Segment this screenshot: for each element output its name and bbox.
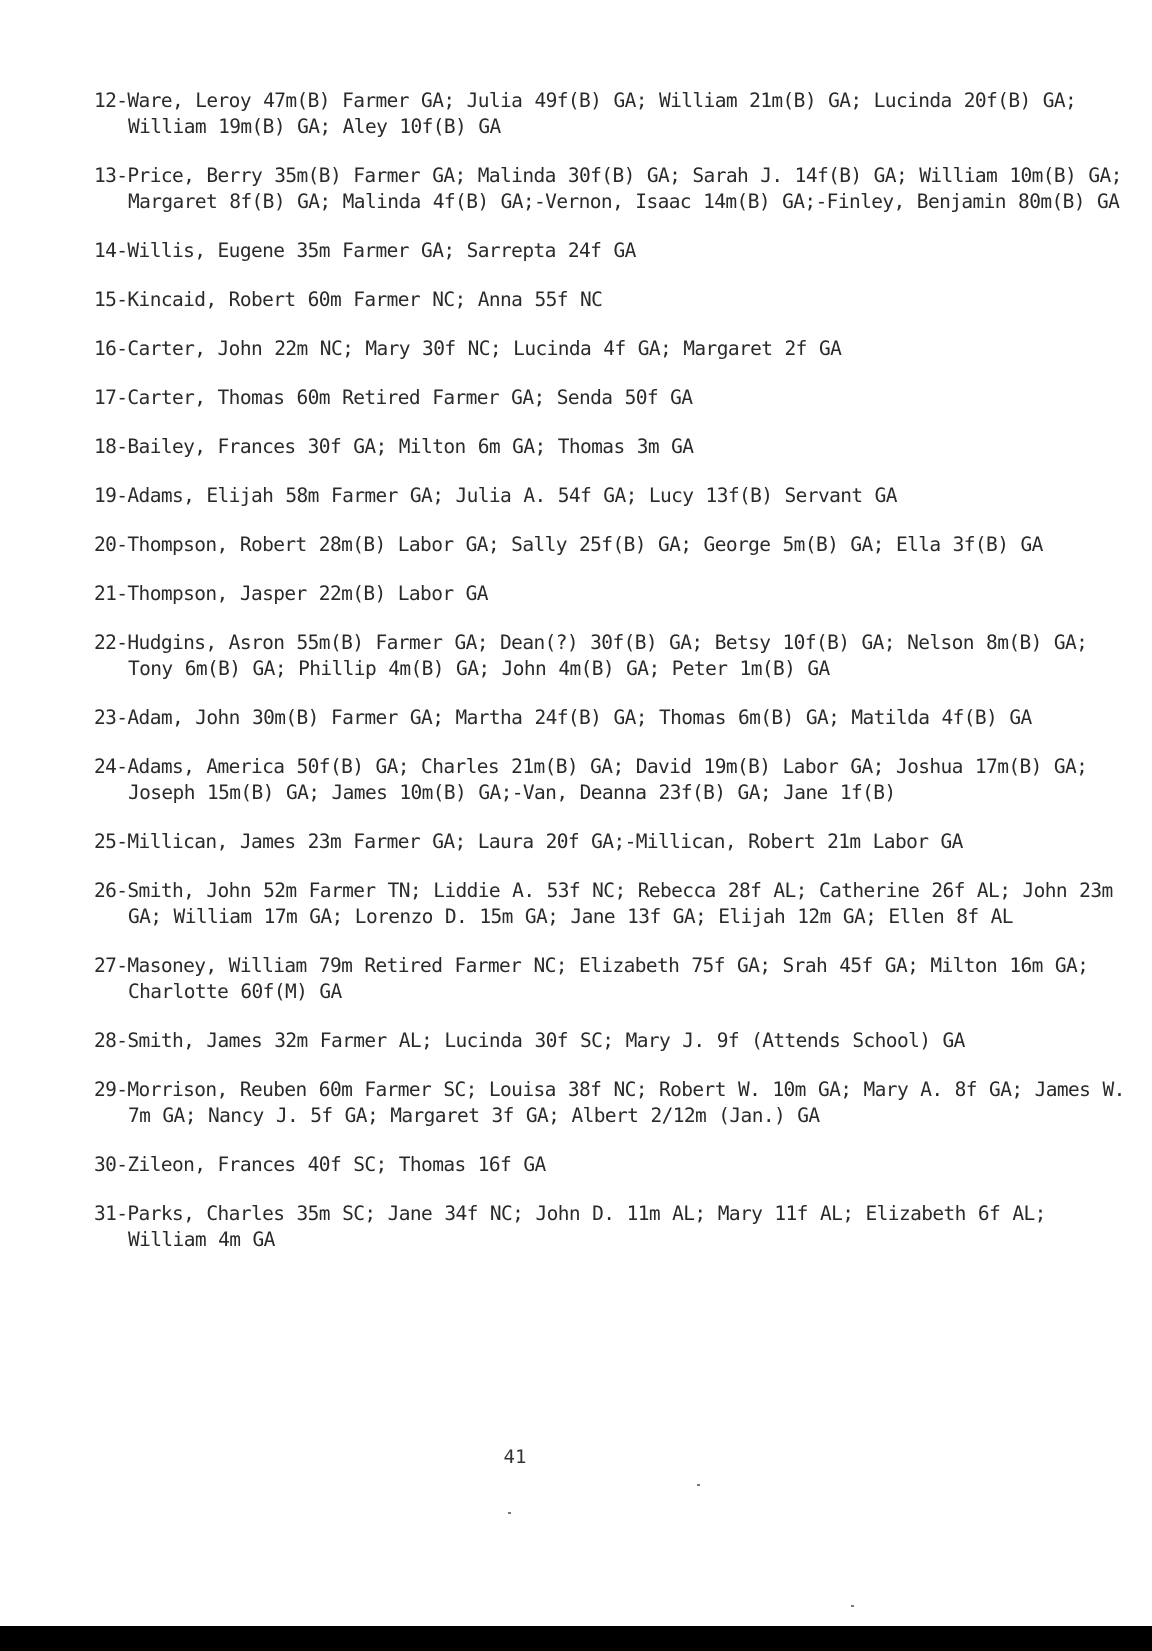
household-entry-18: 18-Bailey, Frances 30f GA; Milton 6m GA; Thomas 3m GA [94, 435, 694, 458]
household-entry-12: 12-Ware, Leroy 47m(B) Farmer GA; Julia 49f(B) GA; William 21m(B) GA; Lucinda 20f(B) GA; William 19m(B) GA; Aley 10f(B) GA [94, 89, 1077, 138]
household-entry-15: 15-Kincaid, Robert 60m Farmer NC; Anna 55f NC [94, 288, 603, 311]
scan-speck [508, 1512, 511, 1514]
household-entry-13: 13-Price, Berry 35m(B) Farmer GA; Malinda 30f(B) GA; Sarah J. 14f(B) GA; William 10m(B) GA; Margaret 8f(B) GA; Malinda 4f(B) GA;-Vernon, Isaac 14m(B) GA;-Finley, Benjamin 80m(B) GA [94, 164, 1122, 213]
household-entry-28: 28-Smith, James 32m Farmer AL; Lucinda 30f SC; Mary J. 9f (Attends School) GA [94, 1029, 965, 1052]
household-entry-17: 17-Carter, Thomas 60m Retired Farmer GA; Senda 50f GA [94, 386, 693, 409]
household-entry-25: 25-Millican, James 23m Farmer GA; Laura 20f GA;-Millican, Robert 21m Labor GA [94, 830, 963, 853]
household-entry-23: 23-Adam, John 30m(B) Farmer GA; Martha 24f(B) GA; Thomas 6m(B) GA; Matilda 4f(B) GA [94, 706, 1032, 729]
scan-speck [851, 1605, 854, 1607]
household-entry-21: 21-Thompson, Jasper 22m(B) Labor GA [94, 582, 488, 605]
household-entry-24: 24-Adams, America 50f(B) GA; Charles 21m(B) GA; David 19m(B) Labor GA; Joshua 17m(B) GA; Joseph 15m(B) GA; James 10m(B) GA;-Van, Deanna 23f(B) GA; Jane 1f(B) [94, 755, 1088, 804]
household-entry-26: 26-Smith, John 52m Farmer TN; Liddie A. 53f NC; Rebecca 28f AL; Catherine 26f AL; John 23m GA; William 17m GA; Lorenzo D. 15m GA; Jane 13f GA; Elijah 12m GA; Ellen 8f AL [94, 879, 1113, 928]
household-entry-29: 29-Morrison, Reuben 60m Farmer SC; Louisa 38f NC; Robert W. 10m GA; Mary A. 8f GA; James W. 7m GA; Nancy J. 5f GA; Margaret 3f GA; Albert 2/12m (Jan.) GA [94, 1078, 1125, 1127]
household-list [94, 88, 1134, 1276]
household-entry-20: 20-Thompson, Robert 28m(B) Labor GA; Sally 25f(B) GA; George 5m(B) GA; Ella 3f(B) GA [94, 533, 1043, 556]
household-entry-16: 16-Carter, John 22m NC; Mary 30f NC; Lucinda 4f GA; Margaret 2f GA [94, 337, 842, 360]
household-entry-19: 19-Adams, Elijah 58m Farmer GA; Julia A. 54f GA; Lucy 13f(B) Servant GA [94, 484, 897, 507]
scan-bottom-border [0, 1626, 1152, 1651]
household-entry-30: 30-Zileon, Frances 40f SC; Thomas 16f GA [94, 1153, 546, 1176]
page-number: 41 [503, 1446, 527, 1468]
household-entry-27: 27-Masoney, William 79m Retired Farmer NC; Elizabeth 75f GA; Srah 45f GA; Milton 16m GA; Charlotte 60f(M) GA [94, 954, 1089, 1003]
household-entry-31: 31-Parks, Charles 35m SC; Jane 34f NC; John D. 11m AL; Mary 11f AL; Elizabeth 6f AL; William 4m GA [94, 1202, 1046, 1251]
household-entry-14: 14-Willis, Eugene 35m Farmer GA; Sarrepta 24f GA [94, 239, 636, 262]
scan-speck [697, 1484, 700, 1486]
household-entry-22: 22-Hudgins, Asron 55m(B) Farmer GA; Dean(?) 30f(B) GA; Betsy 10f(B) GA; Nelson 8m(B) GA; Tony 6m(B) GA; Phillip 4m(B) GA; John 4m(B) GA; Peter 1m(B) GA [94, 631, 1088, 680]
